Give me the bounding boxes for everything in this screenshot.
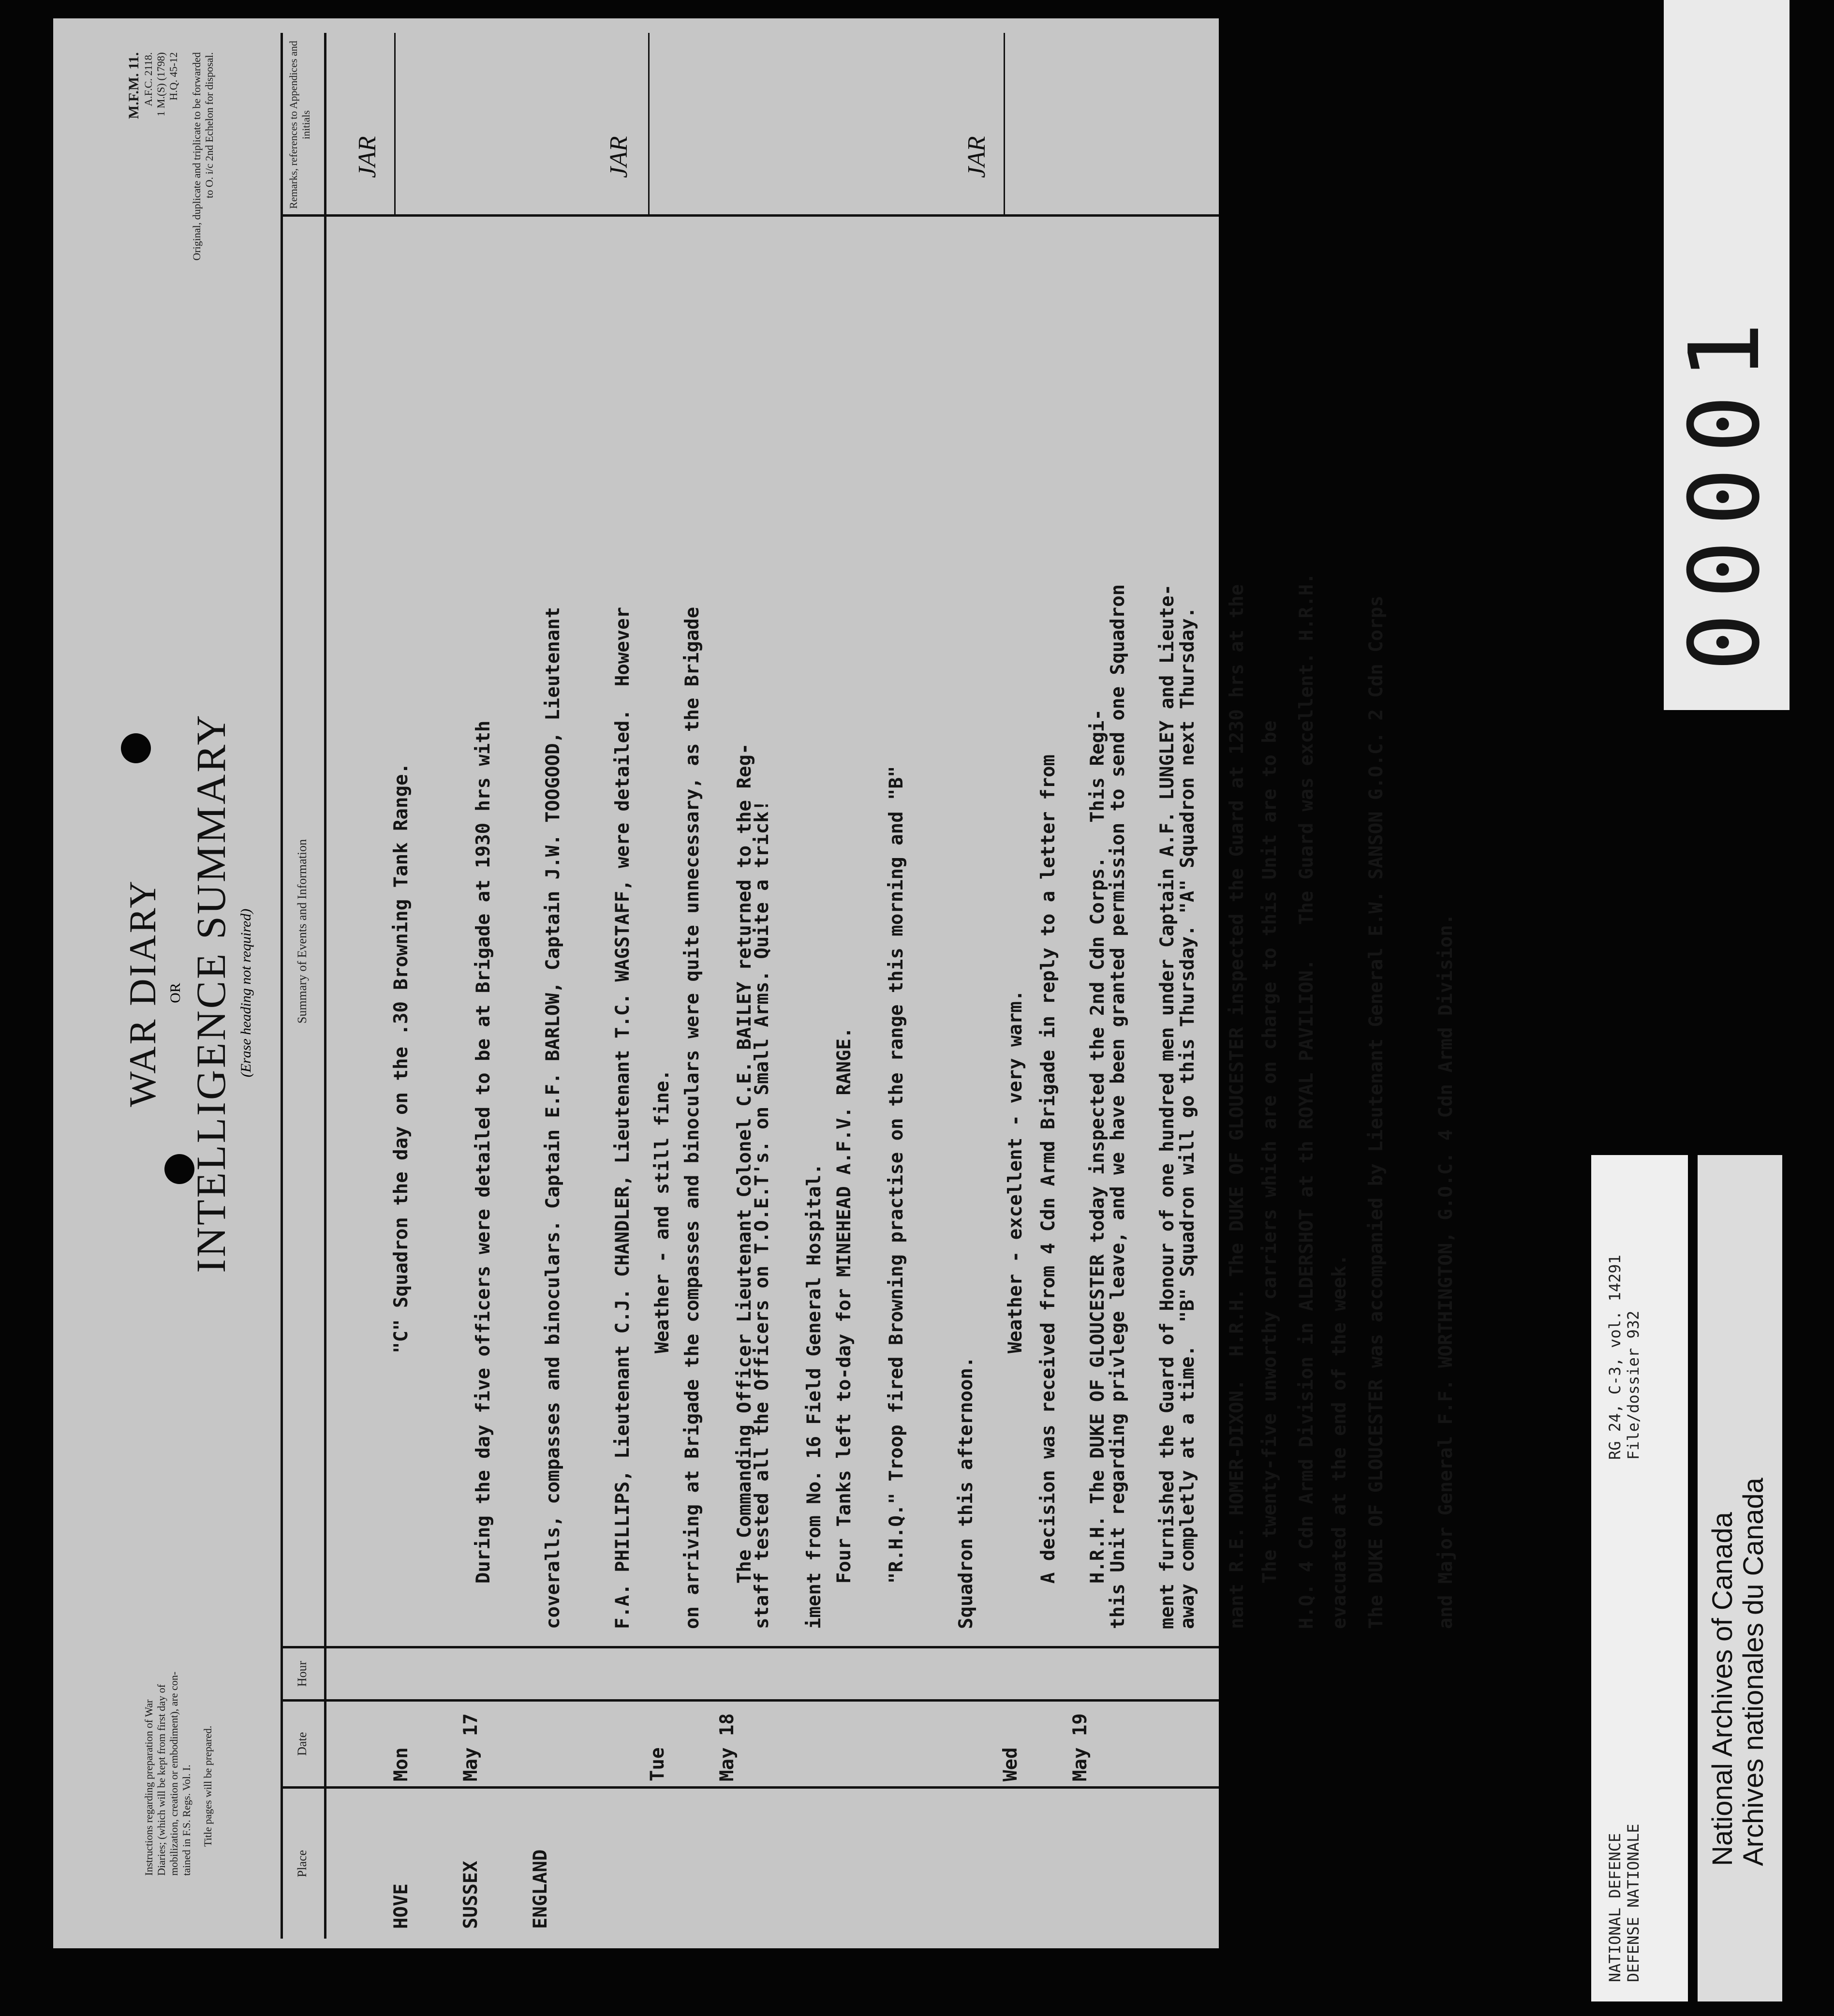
initials: JAR xyxy=(605,136,633,178)
entry-line: this Unit regarding privlege leave, and we have been granted permission to send one Squadron xyxy=(1107,584,1129,1629)
title-war-diary: WAR DIARY xyxy=(121,879,163,1107)
entry-line: The DUKE OF GLOUCESTER was accompanied by Lieutenant General E.W. SANSON G.O.C. 2 Cdn Corps xyxy=(1365,595,1387,1629)
column-header-summary: Summary of Events and Information xyxy=(295,839,309,1024)
entry-line: Weather - excellent - very warm. xyxy=(1005,990,1026,1353)
date-month: May xyxy=(1069,1747,1091,1781)
entry-line: coveralls, compasses and binoculars. Captain E.F. BARLOW, Captain J.W. TOOGOOD, Lieutenant xyxy=(542,607,564,1629)
initials-rule xyxy=(1004,33,1005,217)
entry-line: The Commanding Officer Lieutenant Colonel C.E. BAILEY returned to the Reg- xyxy=(734,743,755,1629)
archive-name xyxy=(1707,1478,1769,1866)
diary-sheet xyxy=(53,18,1457,1948)
form-reference xyxy=(126,52,216,323)
column-header-date: Date xyxy=(295,1732,309,1756)
entry-line: Four Tanks left to-day for MINEHEAD A.F.V. RANGE. xyxy=(833,1027,855,1629)
column-rule xyxy=(281,1699,1219,1702)
instructions xyxy=(143,1624,214,1876)
initials-rule xyxy=(648,33,650,217)
entry-text xyxy=(958,573,1504,1629)
entry-line: Squadron this afternoon. xyxy=(955,1356,977,1629)
routing-line: to O. i/c 2nd Echelon for disposal. xyxy=(203,52,215,198)
column-rule xyxy=(281,1786,1219,1789)
place-line: ENGLAND xyxy=(530,1849,551,1929)
column-header-remarks: Remarks, references to Appendices and initials xyxy=(287,41,312,209)
stamp-line: DEFENSE NATIONALE xyxy=(1624,1823,1642,1982)
date-day: Tue xyxy=(647,1747,668,1781)
column-rule xyxy=(281,1646,1219,1648)
instructions-line: tained in F.S. Regs. Vol. I. xyxy=(180,1764,192,1876)
entry-line: H.R.H. The DUKE OF GLOUCESTER today inspected the 2nd Cdn Corps. This Regi- xyxy=(1087,709,1109,1629)
entry-line: H.Q. 4 Cdn Armd Division in ALDERSHOT at th ROYAL PAVILION. The Guard was excellent. H.R.H. xyxy=(1296,573,1317,1629)
entry-line: During the day five officers were detailed to be at Brigade at 1930 hrs with xyxy=(473,720,494,1629)
place-cell xyxy=(343,1850,599,1929)
date-day: Wed xyxy=(1000,1747,1021,1781)
date-day: Mon xyxy=(390,1747,412,1781)
archive-ref-line: File/dossier 932 xyxy=(1624,1310,1642,1460)
archive-reference xyxy=(1606,1255,1642,1460)
initials-rule xyxy=(394,33,396,217)
form-code: M.F.M. 11. xyxy=(126,52,142,119)
date-cell xyxy=(343,1713,529,1781)
entry-line: and Major General F.F. WORTHINGTON, G.O.C. 4 Cdn Armd Division. xyxy=(1435,913,1457,1629)
date-month: May xyxy=(716,1747,738,1781)
date-cell xyxy=(953,1713,1139,1781)
stamp-text xyxy=(1606,1823,1642,1982)
column-rule xyxy=(281,214,1219,217)
date-number: 17 xyxy=(460,1713,482,1736)
entry-line: evacuated at the end of the week. xyxy=(1329,1254,1350,1629)
form-ref: A.F.C. 2118. xyxy=(142,52,154,106)
entry-line: "R.H.Q." Troop fired Browning practise on the range this morning and "B" xyxy=(886,766,907,1629)
stamp-line: NATIONAL DEFENCE xyxy=(1606,1833,1624,1982)
entry-line: staff tested all the Officers on T.O.E.T's. on Small Arms. Quite a trick! xyxy=(751,800,773,1629)
entry-line: away completly at a time. "B" Squadron will go this Thursday. "A" Squadron next Thursday. xyxy=(1177,607,1198,1629)
place-line: HOVE xyxy=(390,1883,412,1929)
entry-line: A decision was received from 4 Cdn Armd Brigade in reply to a letter from xyxy=(1037,755,1059,1629)
frame-number: 00001 xyxy=(1669,307,1781,671)
entry-line: The twenty-five unworthy carriers which are on charge to this Unit are to be xyxy=(1259,720,1281,1629)
place-line: SUSSEX xyxy=(460,1861,482,1929)
entry-line: "C" Squadron the day on the .30 Browning Tank Range. xyxy=(390,763,412,1353)
column-header-place: Place xyxy=(295,1850,309,1878)
form-ref: 1 M.(S) (1798) xyxy=(155,52,167,117)
instructions-line: Title pages will be prepared. xyxy=(202,1725,214,1847)
date-month: May xyxy=(460,1747,482,1781)
entry-line: Weather - and still fine. xyxy=(651,1069,673,1353)
entry-line: ment furnished the Guard of Honour of one hundred men under Captain A.F. LUNGLEY and Lieute- xyxy=(1156,584,1178,1629)
archive-ref-line: RG 24, C-3, vol. 14291 xyxy=(1606,1255,1624,1460)
frame-counter xyxy=(1664,0,1790,710)
date-number: 19 xyxy=(1069,1713,1091,1736)
instructions-line: Instructions regarding preparation of War xyxy=(143,1699,155,1876)
column-header-hour: Hour xyxy=(295,1660,309,1687)
form-ref: H.Q. 45-12 xyxy=(167,52,179,101)
entry-line: F.A. PHILLIPS, Lieutenant C.J. CHANDLER, Lieutenant T.C. WAGSTAFF, were detailed. However xyxy=(612,607,634,1629)
title-block xyxy=(121,618,254,1368)
title-note: (Erase heading not required) xyxy=(238,908,254,1078)
initials: JAR xyxy=(963,136,991,178)
archive-name-fr: Archives nationales du Canada xyxy=(1738,1478,1769,1866)
table-top-rule xyxy=(281,33,283,1939)
archive-stamp xyxy=(1591,1155,1688,2001)
instructions-line: mobilization, creation or embodiment), are con- xyxy=(168,1671,180,1876)
title-or: OR xyxy=(167,983,183,1003)
instructions-line: Diaries; (which will be kept from first day of xyxy=(155,1684,167,1876)
entry-line: on arriving at Brigade the compasses and binoculars were quite unnecessary, as the Brigade xyxy=(681,607,703,1629)
date-number: 18 xyxy=(716,1713,738,1736)
date-cell xyxy=(600,1713,785,1781)
archive-name-band xyxy=(1698,1155,1782,2001)
title-intelligence-summary: INTELLIGENCE SUMMARY xyxy=(188,713,234,1273)
entry-line: nant R.E. HOMER-DIXON. H.R.H. The DUKE OF GLOUCESTER inspected the Guard at 1230 hrs at the xyxy=(1226,584,1248,1629)
initials: JAR xyxy=(354,136,381,178)
archive-name-en: National Archives of Canada xyxy=(1707,1512,1738,1866)
routing-line: Original, duplicate and triplicate to be forwarded xyxy=(191,52,203,261)
entry-line: iment from No. 16 Field General Hospital. xyxy=(803,1163,825,1629)
header-bottom-rule xyxy=(324,33,326,1939)
